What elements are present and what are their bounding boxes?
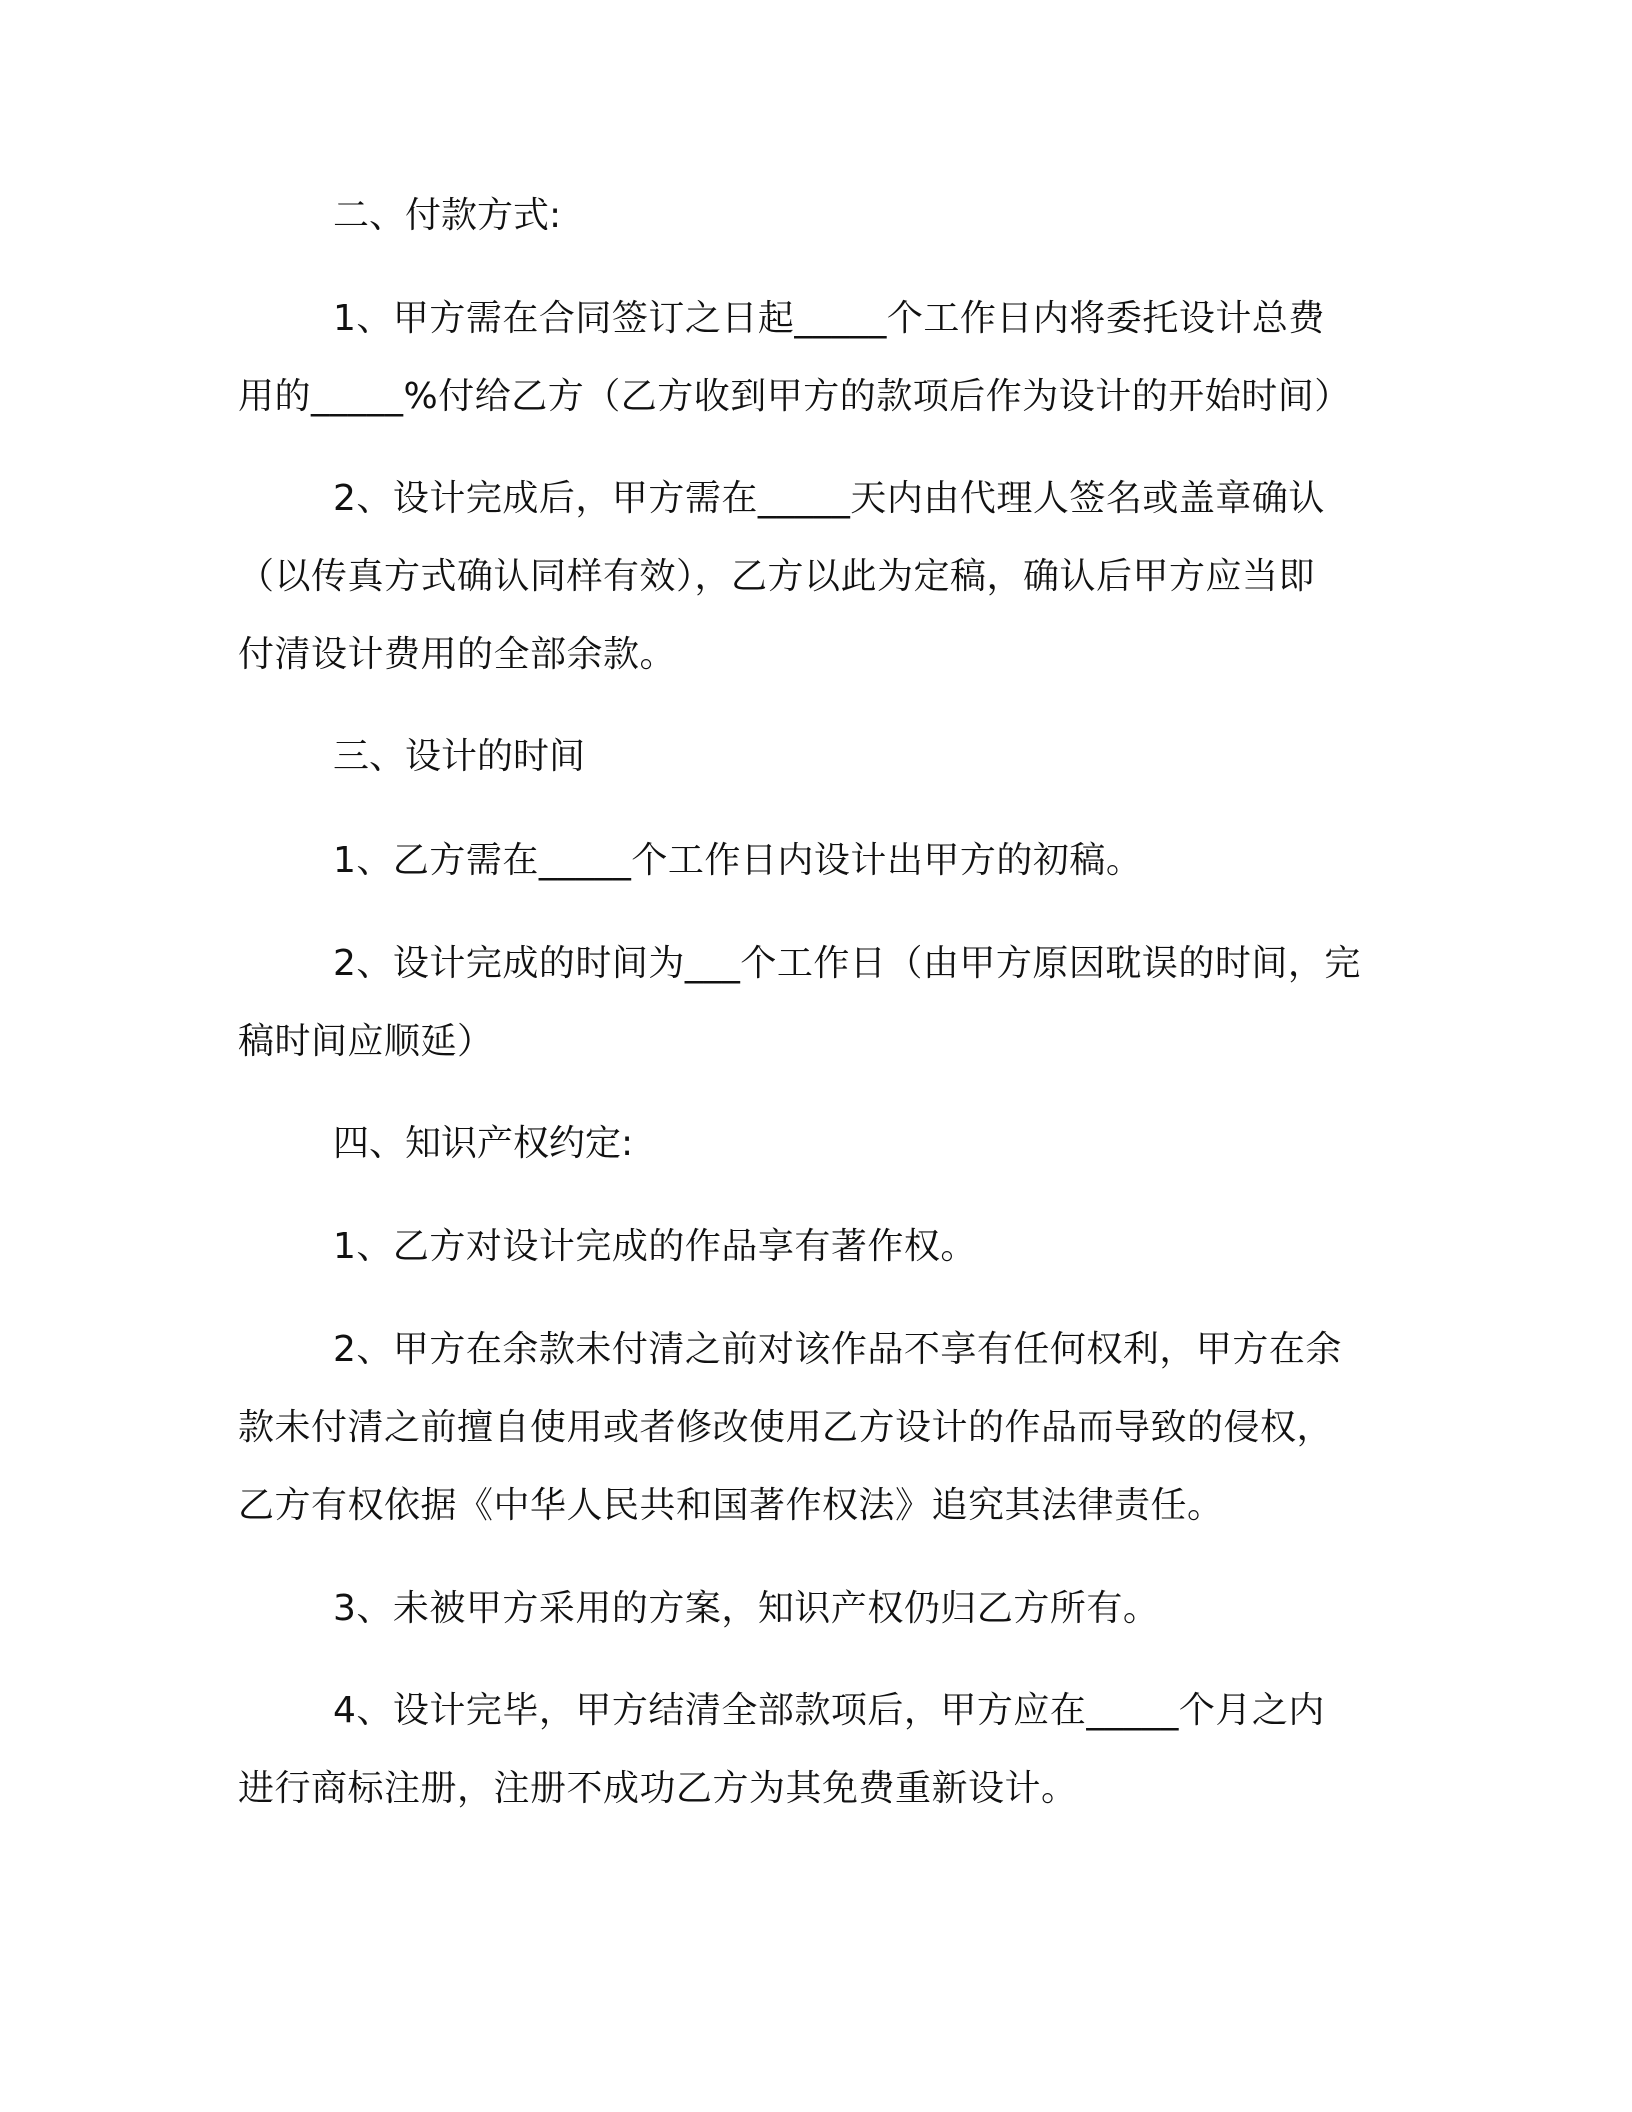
paragraph-ip-item-4 (238, 1672, 1418, 1828)
paragraph-line: 1、乙方对设计完成的作品享有著作权。 (333, 1226, 977, 1267)
paragraph-line: 2、设计完成的时间为___个工作日（由甲方原因耽误的时间，完 (333, 943, 1361, 984)
paragraph-ip-item-1 (238, 1208, 1418, 1286)
paragraph-line: 3、未被甲方采用的方案，知识产权仍归乙方所有。 (333, 1588, 1160, 1629)
paragraph-line: 2、甲方在余款未付清之前对该作品不享有任何权利，甲方在余 (333, 1329, 1342, 1370)
paragraph-line: 1、乙方需在_____个工作日内设计出甲方的初稿。 (333, 840, 1143, 881)
paragraph-line: 乙方有权依据《中华人民共和国著作权法》追究其法律责任。 (238, 1485, 1224, 1526)
paragraph-line: 2、设计完成后，甲方需在_____天内由代理人签名或盖章确认 (333, 478, 1325, 519)
paragraph-line: 稿时间应顺延） (238, 1021, 494, 1062)
paragraph-ip-item-2 (238, 1311, 1418, 1545)
paragraph-payment-item-2 (238, 460, 1418, 694)
section-heading-ip: 四、知识产权约定: (333, 1123, 634, 1164)
paragraph-line: 进行商标注册，注册不成功乙方为其免费重新设计。 (238, 1768, 1078, 1809)
paragraph-time-item-2 (238, 925, 1418, 1081)
paragraph-payment-item-1 (238, 280, 1418, 436)
paragraph-line: 4、设计完毕，甲方结清全部款项后，甲方应在_____个月之内 (333, 1690, 1325, 1731)
section-heading-design-time: 三、设计的时间 (333, 736, 586, 777)
paragraph-ip-item-3 (238, 1570, 1418, 1648)
paragraph-line: 用的_____%付给乙方（乙方收到甲方的款项后作为设计的开始时间） (238, 376, 1351, 417)
paragraph-line: 款未付清之前擅自使用或者修改使用乙方设计的作品而导致的侵权， (238, 1407, 1334, 1448)
paragraph-line: （以传真方式确认同样有效），乙方以此为定稿，确认后甲方应当即 (238, 556, 1316, 597)
paragraph-line: 付清设计费用的全部余款。 (238, 634, 677, 675)
paragraph-time-item-1 (238, 822, 1418, 900)
paragraph-line: 1、甲方需在合同签订之日起_____个工作日内将委托设计总费 (333, 298, 1325, 339)
section-heading-payment: 二、付款方式: (333, 195, 562, 236)
